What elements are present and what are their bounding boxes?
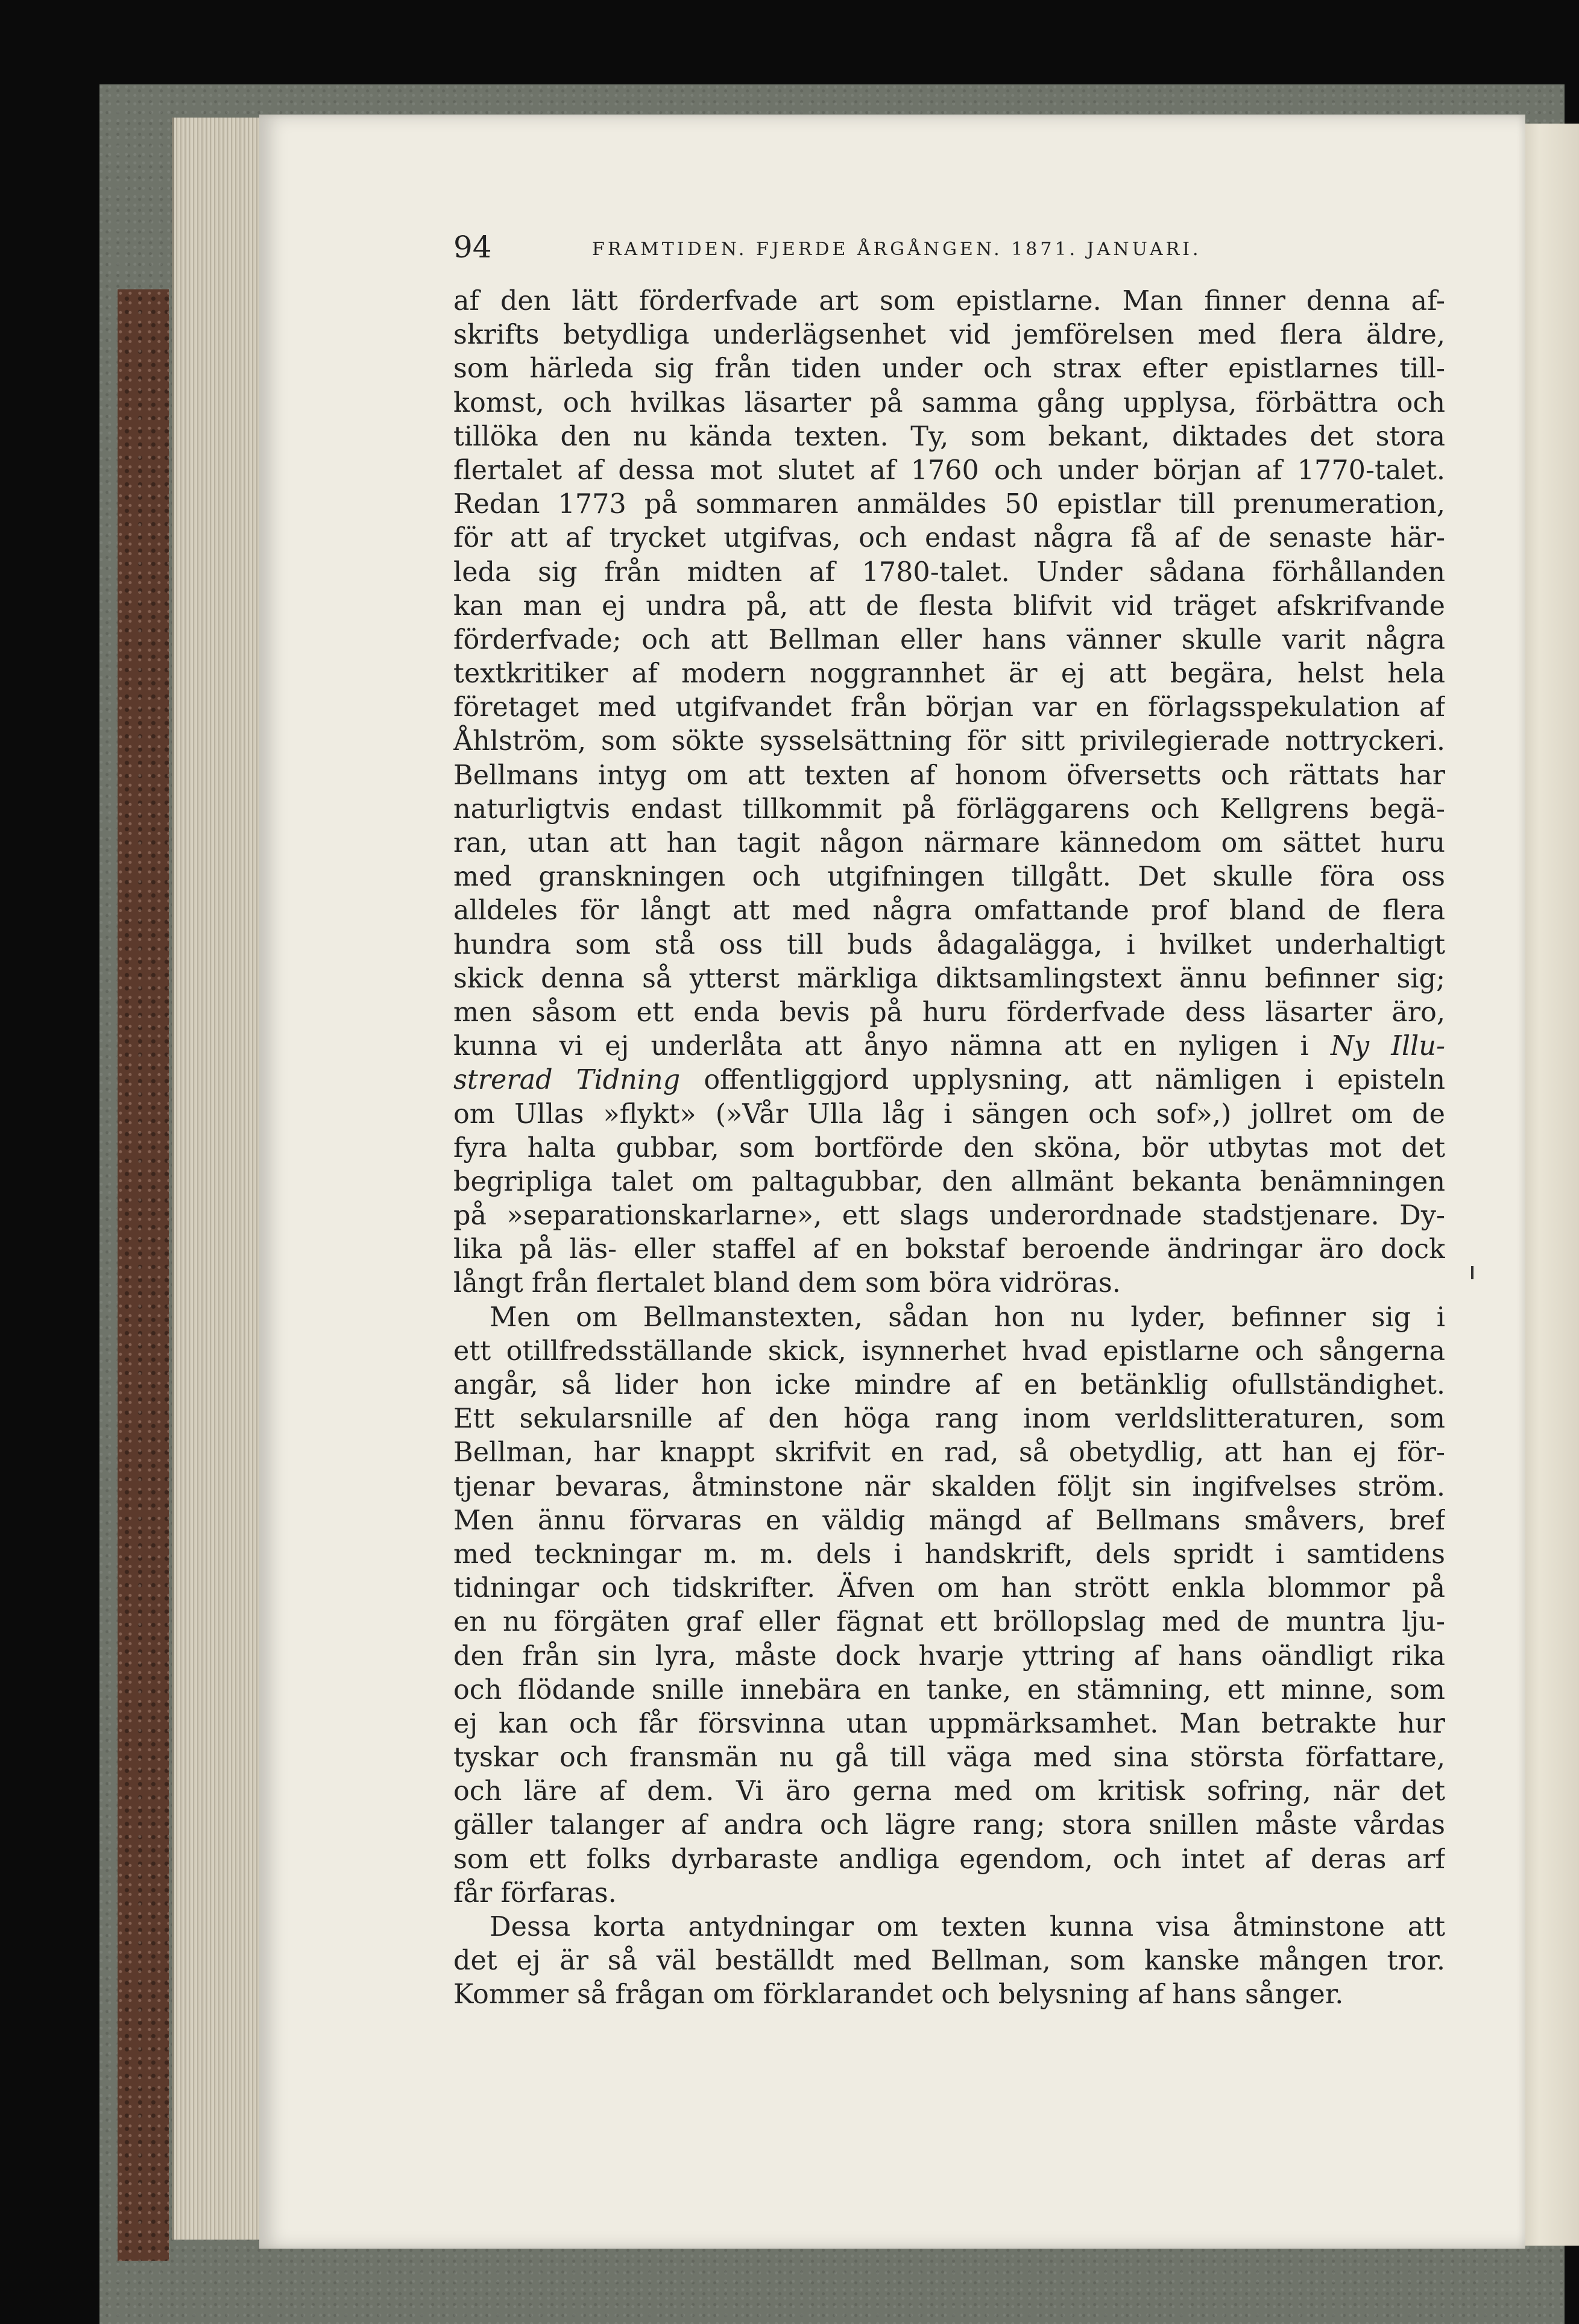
text-line: skrifts betydliga underlägsenhet vid jemförelsen med flera äldre, — [453, 320, 1445, 351]
text-line: tjenar bevaras, åtminstone när skalden följt sin ingifvelses ström. — [453, 1471, 1445, 1502]
text-line: långt från flertalet bland dem som böra vidröras. — [453, 1268, 1121, 1299]
text-line: Bellmans intyg om att texten af honom öfversetts och rättats har — [453, 760, 1445, 791]
page-number: 94 — [453, 230, 492, 265]
text-line: en nu förgäten graf eller fägnat ett bröllopslag med de muntra lju- — [453, 1607, 1445, 1638]
text-segment: kunna vi ej underlåta att ånyo nämna att en nyligen i — [453, 1031, 1309, 1062]
text-line: tidningar och tidskrifter. Äfven om han strött enkla blommor på — [453, 1573, 1445, 1604]
running-title: FRAMTIDEN. FJERDE ÅRGÅNGEN. 1871. JANUARI. — [592, 239, 1202, 260]
text-line: naturligtvis endast tillkommit på förläggarens och Kellgrens begä- — [453, 793, 1445, 825]
text-line: kan man ej undra på, att de flesta blifvit vid träget afskrifvande — [453, 590, 1445, 622]
text-line: af den lätt förderfvade art som epistlarne. Man finner denna af- — [453, 286, 1445, 316]
text-line-with-italic — [453, 1030, 1445, 1063]
italic-title: Tidning — [576, 1065, 681, 1096]
page-edges — [172, 118, 265, 2240]
text-line: med teckningar m. m. dels i handskrift, dels spridt i samtidens — [453, 1538, 1445, 1570]
text-line: om Ullas »flykt» (»Vår Ulla låg i sängen och sof»,) jollret om de — [453, 1098, 1445, 1130]
text-line: Redan 1773 på sommaren anmäldes 50 epistlar till prenumeration, — [453, 489, 1445, 520]
text-line: Dessa korta antydningar om texten kunna visa åtminstone att — [490, 1912, 1445, 1942]
text-line: Bellman, har knappt skrifvit en rad, så obetydlig, att han ej för- — [453, 1437, 1445, 1469]
text-line: fyra halta gubbar, som bortförde den sköna, bör utbytas mot det — [453, 1132, 1445, 1164]
text-line: Men ännu förvaras en väldig mängd af Bellmans småvers, bref — [453, 1505, 1445, 1536]
text-line: den från sin lyra, måste dock hvarje yttring af hans oändligt rika — [453, 1640, 1445, 1672]
text-line: komst, och hvilkas läsarter på samma gång upplysa, förbättra och — [453, 387, 1445, 418]
text-line: som ett folks dyrbaraste andliga egendom, och intet af deras arf — [453, 1844, 1445, 1875]
text-line: textkritiker af modern noggrannhet är ej att begära, helst hela — [453, 658, 1445, 690]
text-line: ett otillfredsställande skick, isynnerhet hvad epistlarne och sångerna — [453, 1335, 1445, 1367]
text-line: men såsom ett enda bevis på huru förderfvade dess läsarter äro, — [453, 997, 1445, 1028]
text-line: Kommer så frågan om förklarandet och belysning af hans sånger. — [453, 1979, 1344, 2011]
body-text — [453, 285, 1445, 2012]
text-line: med granskningen och utgifningen tillgått. Det skulle föra oss — [453, 861, 1445, 893]
text-line: alldeles för långt att med några omfattande prof bland de flera — [453, 895, 1445, 927]
text-line: som härleda sig från tiden under och strax efter epistlarnes till- — [453, 353, 1445, 385]
text-line: angår, så lider hon icke mindre af en betänklig ofullständighet. — [453, 1370, 1445, 1400]
italic-title: strerad — [453, 1065, 553, 1096]
margin-mark — [1471, 1266, 1473, 1279]
text-line: tillöka den nu kända texten. Ty, som bekant, diktades det stora — [453, 421, 1445, 452]
text-line: leda sig från midten af 1780-talet. Under sådana förhållanden — [453, 556, 1445, 588]
text-line: ej kan och får försvinna utan uppmärksamhet. Man betrakte hur — [453, 1708, 1445, 1739]
text-line: och läre af dem. Vi äro gerna med om kritisk sofring, när det — [453, 1776, 1445, 1807]
text-line: skick denna så ytterst märkliga diktsamlingstext ännu befinner sig; — [453, 963, 1445, 994]
text-line: företaget med utgifvandet från början var en förlagsspekulation af — [453, 692, 1445, 723]
text-line: och flödande snille innebära en tanke, en stämning, ett minne, som — [453, 1674, 1445, 1705]
text-line: begripliga talet om paltagubbar, den allmänt bekanta benämningen — [453, 1166, 1445, 1197]
text-line: det ej är så väl beställdt med Bellman, som kanske mången tror. — [453, 1945, 1445, 1977]
text-line: får förfaras. — [453, 1877, 617, 1909]
text-line: på »separationskarlarne», ett slags underordnade stadstjenare. Dy- — [453, 1200, 1445, 1232]
text-line: förderfvade; och att Bellman eller hans vänner skulle varit några — [453, 624, 1445, 655]
text-line: flertalet af dessa mot slutet af 1760 och under början af 1770-talet. — [453, 455, 1445, 486]
page-header — [453, 223, 1297, 271]
text-line: Åhlström, som sökte sysselsättning för sitt privilegierade nottryckeri. — [453, 726, 1445, 757]
text-line: hundra som stå oss till buds ådagalägga, i hvilket underhaltigt — [453, 929, 1445, 960]
leather-spine — [118, 289, 169, 2261]
text-line: Ett sekularsnille af den höga rang inom verldslitteraturen, som — [453, 1403, 1445, 1435]
text-line-with-italic — [453, 1063, 1445, 1097]
text-line: tyskar och fransmän nu gå till väga med sina största författare, — [453, 1742, 1445, 1774]
text-line: lika på läs- eller staffel af en bokstaf beroende ändringar äro dock — [453, 1234, 1445, 1265]
text-line: Men om Bellmanstexten, sådan hon nu lyder, befinner sig i — [490, 1302, 1445, 1333]
text-segment: offentliggjord upplysning, att nämligen i episteln — [704, 1065, 1445, 1096]
text-line: för att af trycket utgifvas, och endast några få af de senaste här- — [453, 523, 1445, 554]
italic-title: Ny Illu- — [1330, 1031, 1445, 1062]
text-line: gäller talanger af andra och lägre rang; stora snillen måste vårdas — [453, 1810, 1445, 1841]
text-line: ran, utan att han tagit någon närmare kännedom om sättet huru — [453, 828, 1445, 858]
